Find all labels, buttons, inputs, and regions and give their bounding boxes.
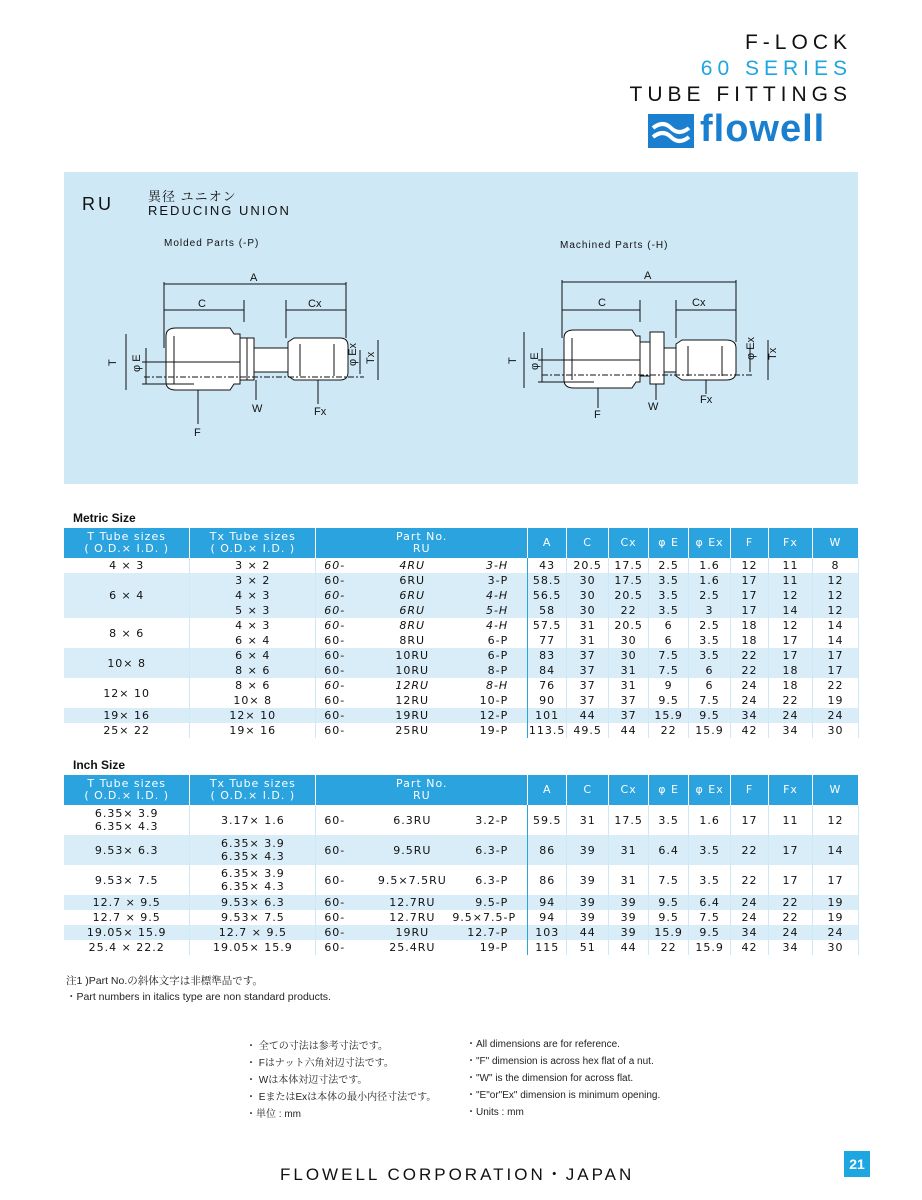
cell-tx: 6 × 4 (190, 648, 316, 663)
cell-F: 17 (731, 805, 769, 835)
fitting-drawings (64, 172, 858, 484)
cell-Fx: 17 (768, 633, 812, 648)
dim-Cx-h: Cx (692, 297, 706, 309)
cell-tx: 3 × 2 (190, 573, 316, 588)
cell-Fx: 18 (768, 678, 812, 693)
dim-W-h: W (648, 401, 659, 413)
cell-tx: 12.7 × 9.5 (190, 925, 316, 940)
cell-E: 15.9 (649, 925, 689, 940)
cell-Fx: 11 (768, 573, 812, 588)
cell-part: 60- 12RU 8-H (316, 678, 528, 693)
cell-Cx: 37 (609, 693, 649, 708)
cell-t: 19× 16 (64, 708, 190, 723)
cell-E: 6.4 (649, 835, 689, 865)
notes-jp (246, 1038, 436, 1123)
table-row (64, 618, 859, 633)
machined-drawing (524, 280, 768, 408)
cell-F: 18 (731, 618, 769, 633)
table-row (64, 835, 859, 865)
inch-table (64, 775, 859, 955)
cell-F: 22 (731, 663, 769, 678)
dim-A: A (250, 272, 258, 284)
cell-tx: 8 × 6 (190, 663, 316, 678)
cell-W: 8 (812, 558, 858, 573)
header-line-3: TUBE FITTINGS (629, 83, 852, 106)
cell-Fx: 11 (769, 805, 813, 835)
cell-W: 24 (812, 925, 858, 940)
col-Fx: Fx (768, 528, 812, 558)
flowell-logo (648, 108, 856, 150)
cell-E: 7.5 (649, 648, 689, 663)
dim-A-h: A (644, 270, 652, 282)
cell-W: 12 (812, 805, 858, 835)
cell-C: 37 (567, 648, 609, 663)
cell-C: 39 (567, 835, 609, 865)
dim-F: F (194, 427, 201, 439)
cell-Fx: 24 (769, 925, 813, 940)
cell-W: 12 (812, 588, 858, 603)
cell-Ex: 2.5 (689, 618, 731, 633)
cell-A: 58 (528, 603, 567, 618)
table-row (64, 940, 859, 955)
metric-table (64, 528, 859, 738)
cell-t: 9.53× 6.3 (64, 835, 190, 865)
cell-Fx: 22 (768, 693, 812, 708)
dim-F-h: F (594, 409, 601, 421)
cell-C: 51 (567, 940, 609, 955)
dim-Ex-h: φ Ex (745, 336, 757, 360)
cell-part: 60- 10RU 6-P (316, 648, 528, 663)
table-row (64, 573, 859, 588)
cell-W: 19 (812, 910, 858, 925)
cell-Cx: 22 (609, 603, 649, 618)
cell-F: 42 (731, 940, 769, 955)
cell-tx: 6.35× 3.9 6.35× 4.3 (190, 835, 316, 865)
cell-tx: 10× 8 (190, 693, 316, 708)
cell-E: 6 (649, 618, 689, 633)
cell-t: 12.7 × 9.5 (64, 895, 190, 910)
cell-A: 77 (528, 633, 567, 648)
cell-W: 12 (812, 573, 858, 588)
header-line-2: 60 SERIES (700, 57, 852, 80)
dim-E: φ E (131, 354, 143, 372)
diagram-panel (64, 172, 858, 484)
cell-Ex: 1.6 (689, 805, 731, 835)
note-jp-line: ・ Fはナット六角対辺寸法です。 (246, 1058, 394, 1069)
cell-part: 60- 19RU 12.7-P (316, 925, 528, 940)
cell-tx: 19.05× 15.9 (190, 940, 316, 955)
dim-Fx-h: Fx (700, 394, 713, 406)
cell-part: 60- 12RU 10-P (316, 693, 528, 708)
cell-F: 18 (731, 633, 769, 648)
cell-Cx: 30 (609, 648, 649, 663)
cell-F: 34 (731, 708, 769, 723)
cell-t: 4 × 3 (64, 558, 190, 573)
col-W: W (812, 528, 858, 558)
cell-E: 3.5 (649, 603, 689, 618)
note-en-line: ・"W" is the dimension for across flat. (466, 1073, 634, 1084)
cell-part: 60- 6RU 5-H (316, 603, 528, 618)
cell-t: 19.05× 15.9 (64, 925, 190, 940)
metric-header-row (64, 528, 859, 558)
dim-Tx: Tx (365, 351, 377, 364)
cell-E: 9.5 (649, 693, 689, 708)
cell-Fx: 17 (769, 865, 813, 895)
col-part: Part No. RU (316, 528, 528, 558)
note-en-line: ・Units : mm (466, 1107, 524, 1118)
cell-tx: 3 × 2 (190, 558, 316, 573)
cell-A: 90 (528, 693, 567, 708)
dim-Tx-h: Tx (767, 347, 779, 360)
cell-W: 17 (812, 865, 858, 895)
cell-C: 39 (567, 910, 609, 925)
cell-Ex: 15.9 (689, 723, 731, 738)
cell-F: 22 (731, 835, 769, 865)
cell-part: 60- 4RU 3-H (316, 558, 528, 573)
inch-header-row (64, 775, 859, 805)
machined-caption: Machined Parts (-H) (560, 240, 669, 251)
table-row (64, 708, 859, 723)
molded-caption: Molded Parts (-P) (164, 238, 260, 249)
cell-E: 3.5 (649, 805, 689, 835)
cell-Cx: 17.5 (609, 573, 649, 588)
cell-part: 60- 8RU 6-P (316, 633, 528, 648)
cell-t: 6 × 4 (64, 573, 190, 618)
cell-C: 30 (567, 588, 609, 603)
cell-Ex: 1.6 (689, 558, 731, 573)
cell-E: 22 (649, 940, 689, 955)
cell-C: 30 (567, 603, 609, 618)
cell-W: 22 (812, 678, 858, 693)
col-Fx: Fx (769, 775, 813, 805)
cell-Fx: 11 (768, 558, 812, 573)
cell-E: 15.9 (649, 708, 689, 723)
cell-tx: 12× 10 (190, 708, 316, 723)
table-row (64, 648, 859, 663)
col-part: Part No. RU (316, 775, 528, 805)
cell-W: 19 (812, 895, 858, 910)
col-A: A (528, 775, 567, 805)
cell-Ex: 9.5 (689, 925, 731, 940)
cell-tx: 19× 16 (190, 723, 316, 738)
dim-Fx: Fx (314, 406, 327, 418)
cell-Ex: 3 (689, 603, 731, 618)
cell-A: 86 (528, 835, 567, 865)
cell-E: 3.5 (649, 573, 689, 588)
cell-W: 17 (812, 648, 858, 663)
table-row (64, 925, 859, 940)
footer-company: FLOWELL CORPORATION・JAPAN (280, 1165, 635, 1184)
table-row (64, 910, 859, 925)
cell-E: 9.5 (649, 895, 689, 910)
col-F: F (731, 528, 769, 558)
cell-Cx: 39 (609, 925, 649, 940)
product-name-jp: 異径 ユニオン (148, 189, 237, 204)
cell-A: 94 (528, 910, 567, 925)
logo-wordmark: flowell (700, 108, 826, 150)
cell-t: 25× 22 (64, 723, 190, 738)
col-Cx: Cx (609, 775, 649, 805)
col-Ex: φ Ex (689, 528, 731, 558)
cell-Fx: 12 (768, 618, 812, 633)
table-row (64, 678, 859, 693)
note-jp-line: ・ EまたはExは本体の最小内径寸法です。 (246, 1092, 437, 1103)
cell-C: 37 (567, 693, 609, 708)
cell-part: 60- 6RU 4-H (316, 588, 528, 603)
note-1-jp: 注1 )Part No.の斜体文字は非標準品です。 (66, 975, 263, 987)
cell-A: 86 (528, 865, 567, 895)
cell-tx: 6.35× 3.9 6.35× 4.3 (190, 865, 316, 895)
cell-C: 31 (567, 805, 609, 835)
cell-F: 12 (731, 558, 769, 573)
note-jp-line: ・ Wは本体対辺寸法です。 (246, 1075, 368, 1086)
cell-part: 60- 25RU 19-P (316, 723, 528, 738)
cell-tx: 9.53× 7.5 (190, 910, 316, 925)
dim-C-h: C (598, 297, 606, 309)
cell-W: 14 (812, 618, 858, 633)
table-row (64, 895, 859, 910)
note-jp-line: ・単位 : mm (246, 1109, 301, 1120)
cell-E: 9 (649, 678, 689, 693)
cell-Ex: 2.5 (689, 588, 731, 603)
cell-Fx: 17 (769, 835, 813, 865)
cell-Cx: 20.5 (609, 588, 649, 603)
note-en-line: ・"F" dimension is across hex flat of a nut. (466, 1056, 654, 1067)
cell-tx: 6 × 4 (190, 633, 316, 648)
cell-Fx: 12 (768, 588, 812, 603)
cell-A: 94 (528, 895, 567, 910)
cell-Fx: 22 (769, 895, 813, 910)
cell-F: 24 (731, 693, 769, 708)
dim-T-h: T (507, 357, 519, 364)
cell-Cx: 39 (609, 910, 649, 925)
cell-E: 7.5 (649, 865, 689, 895)
product-name-en: REDUCING UNION (148, 203, 291, 218)
cell-C: 44 (567, 925, 609, 940)
cell-part: 60- 6RU 3-P (316, 573, 528, 588)
cell-A: 113.5 (528, 724, 566, 737)
cell-E: 3.5 (649, 588, 689, 603)
cell-part: 60- 12.7RU 9.5-P (316, 895, 528, 910)
cell-Ex: 6 (689, 678, 731, 693)
cell-C: 31 (567, 633, 609, 648)
cell-C: 31 (567, 618, 609, 633)
col-Ex: φ Ex (689, 775, 731, 805)
col-tx: Tx Tube sizes ( O.D.× I.D. ) (190, 775, 316, 805)
cell-t: 25.4 × 22.2 (64, 940, 190, 955)
cell-part: 60- 9.5×7.5RU 6.3-P (316, 865, 528, 895)
inch-title: Inch Size (73, 758, 126, 772)
col-C: C (567, 528, 609, 558)
cell-W: 24 (812, 708, 858, 723)
cell-W: 17 (812, 663, 858, 678)
dim-Ex: φ Ex (347, 342, 359, 366)
table-row (64, 865, 859, 895)
cell-part: 60- 8RU 4-H (316, 618, 528, 633)
cell-Ex: 3.5 (689, 835, 731, 865)
cell-A: 59.5 (528, 805, 567, 835)
product-code: RU (82, 194, 114, 214)
dim-E-h: φ E (529, 352, 541, 370)
cell-Cx: 31 (609, 835, 649, 865)
cell-Ex: 3.5 (689, 648, 731, 663)
cell-tx: 3.17× 1.6 (190, 805, 316, 835)
page-number: 21 (844, 1151, 870, 1177)
table-row (64, 723, 859, 738)
cell-Ex: 15.9 (689, 940, 731, 955)
cell-t: 10× 8 (64, 648, 190, 678)
cell-W: 14 (812, 633, 858, 648)
cell-Ex: 6.4 (689, 895, 731, 910)
cell-W: 14 (812, 835, 858, 865)
cell-C: 44 (567, 708, 609, 723)
cell-Ex: 7.5 (689, 693, 731, 708)
cell-tx: 4 × 3 (190, 588, 316, 603)
dim-Cx: Cx (308, 298, 322, 310)
col-W: W (812, 775, 858, 805)
col-t: T Tube sizes ( O.D.× I.D. ) (64, 528, 190, 558)
logo-wave-icon (648, 114, 694, 148)
cell-Ex: 1.6 (689, 573, 731, 588)
cell-W: 12 (812, 603, 858, 618)
notes-en (466, 1036, 660, 1121)
cell-E: 7.5 (649, 663, 689, 678)
note-en-line: ・"E"or"Ex" dimension is minimum opening. (466, 1090, 661, 1101)
cell-A: 43 (528, 558, 567, 573)
cell-A: 84 (528, 663, 567, 678)
col-tx: Tx Tube sizes ( O.D.× I.D. ) (190, 528, 316, 558)
cell-Fx: 34 (768, 723, 812, 738)
cell-F: 24 (731, 910, 769, 925)
cell-Ex: 9.5 (689, 708, 731, 723)
cell-C: 20.5 (567, 558, 609, 573)
cell-F: 17 (731, 573, 769, 588)
cell-W: 19 (812, 693, 858, 708)
cell-E: 22 (649, 723, 689, 738)
cell-t: 9.53× 7.5 (64, 865, 190, 895)
table-row (64, 558, 859, 573)
cell-t: 6.35× 3.9 6.35× 4.3 (64, 805, 190, 835)
cell-t: 12× 10 (64, 678, 190, 708)
col-C: C (567, 775, 609, 805)
cell-Cx: 37 (609, 708, 649, 723)
cell-A: 83 (528, 648, 567, 663)
cell-part: 60- 25.4RU 19-P (316, 940, 528, 955)
cell-E: 2.5 (649, 558, 689, 573)
cell-E: 9.5 (649, 910, 689, 925)
cell-A: 103 (528, 925, 567, 940)
cell-tx: 5 × 3 (190, 603, 316, 618)
cell-A: 58.5 (528, 573, 567, 588)
col-Cx: Cx (609, 528, 649, 558)
table-row (64, 805, 859, 835)
cell-Cx: 39 (609, 895, 649, 910)
cell-Fx: 34 (769, 940, 813, 955)
cell-Cx: 30 (609, 633, 649, 648)
cell-t: 12.7 × 9.5 (64, 910, 190, 925)
cell-C: 49.5 (567, 723, 609, 738)
cell-F: 42 (731, 723, 769, 738)
cell-Cx: 31 (609, 663, 649, 678)
cell-part: 60- 9.5RU 6.3-P (316, 835, 528, 865)
cell-C: 39 (567, 865, 609, 895)
cell-t: 8 × 6 (64, 618, 190, 648)
dim-W: W (252, 403, 263, 415)
cell-Cx: 17.5 (609, 805, 649, 835)
cell-part: 60- 12.7RU 9.5×7.5-P (316, 910, 528, 925)
cell-F: 34 (731, 925, 769, 940)
cell-W: 30 (812, 940, 858, 955)
metric-title: Metric Size (73, 511, 136, 525)
cell-F: 24 (731, 678, 769, 693)
cell-C: 30 (567, 573, 609, 588)
cell-Fx: 18 (768, 663, 812, 678)
col-t: T Tube sizes ( O.D.× I.D. ) (64, 775, 190, 805)
cell-C: 37 (567, 678, 609, 693)
note-1-en: ・Part numbers in italics type are non standard products. (66, 991, 331, 1003)
cell-A: 76 (528, 678, 567, 693)
cell-Fx: 24 (768, 708, 812, 723)
cell-F: 17 (731, 603, 769, 618)
cell-part: 60- 19RU 12-P (316, 708, 528, 723)
cell-Cx: 31 (609, 865, 649, 895)
cell-E: 6 (649, 633, 689, 648)
cell-Cx: 20.5 (609, 618, 649, 633)
cell-Cx: 31 (609, 678, 649, 693)
col-E: φ E (649, 775, 689, 805)
cell-tx: 8 × 6 (190, 678, 316, 693)
cell-Ex: 3.5 (689, 633, 731, 648)
cell-Fx: 14 (768, 603, 812, 618)
cell-C: 37 (567, 663, 609, 678)
cell-F: 24 (731, 895, 769, 910)
cell-A: 56.5 (528, 588, 567, 603)
dim-T: T (107, 359, 119, 366)
cell-F: 22 (731, 648, 769, 663)
cell-Cx: 17.5 (609, 558, 649, 573)
cell-Ex: 7.5 (689, 910, 731, 925)
cell-tx: 4 × 3 (190, 618, 316, 633)
cell-F: 22 (731, 865, 769, 895)
cell-Cx: 44 (609, 723, 649, 738)
cell-C: 39 (567, 895, 609, 910)
cell-A: 115 (528, 940, 567, 955)
header-line-1: F-LOCK (744, 31, 852, 54)
cell-A: 57.5 (528, 618, 567, 633)
cell-Cx: 44 (609, 940, 649, 955)
note-en-line: ・All dimensions are for reference. (466, 1039, 620, 1050)
cell-Ex: 6 (689, 663, 731, 678)
cell-Ex: 3.5 (689, 865, 731, 895)
cell-Fx: 22 (769, 910, 813, 925)
cell-W: 30 (812, 723, 858, 738)
cell-tx: 9.53× 6.3 (190, 895, 316, 910)
cell-Fx: 17 (768, 648, 812, 663)
cell-F: 17 (731, 588, 769, 603)
note-jp-line: ・ 全ての寸法は参考寸法です。 (246, 1041, 388, 1052)
cell-part: 60- 6.3RU 3.2-P (316, 805, 528, 835)
dim-C: C (198, 298, 206, 310)
col-F: F (731, 775, 769, 805)
col-A: A (528, 528, 567, 558)
col-E: φ E (649, 528, 689, 558)
cell-part: 60- 10RU 8-P (316, 663, 528, 678)
cell-A: 101 (528, 708, 567, 723)
